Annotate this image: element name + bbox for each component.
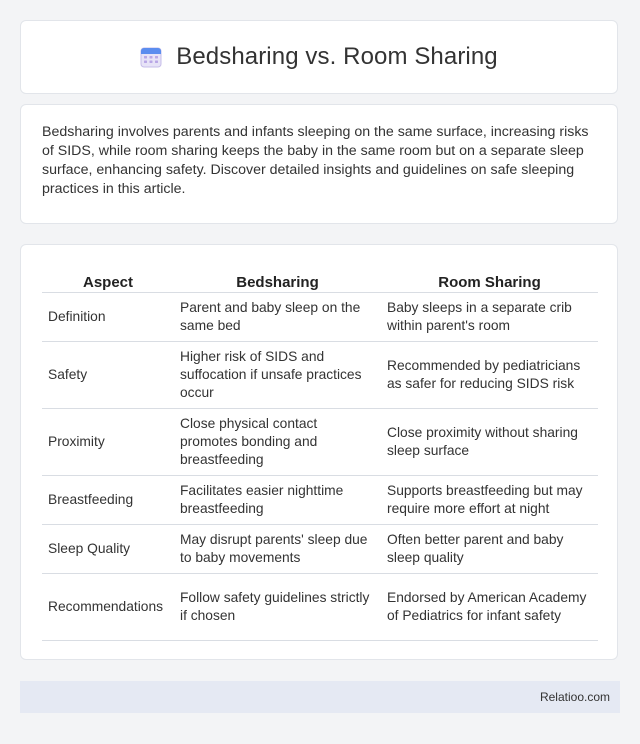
table-row [42, 409, 598, 476]
table-row [42, 293, 598, 342]
intro-card [20, 104, 618, 224]
cell-bedsharing: Facilitates easier nighttime breastfeeding [174, 476, 381, 525]
cell-room-sharing: Endorsed by American Academy of Pediatrics for infant safety [381, 574, 598, 641]
cell-room-sharing: Recommended by pediatricians as safer for reducing SIDS risk [381, 342, 598, 409]
cell-aspect: Sleep Quality [42, 525, 174, 574]
intro-text: Bedsharing involves parents and infants sleeping on the same surface, increasing risks of SIDS, while room sharing keeps the baby in the same room but on a separate sleep surface, enhancing safety. Discover detailed insights and guidelines on safe sleeping practices in this article. [42, 124, 589, 197]
cell-bedsharing: Higher risk of SIDS and suffocation if unsafe practices occur [174, 342, 381, 409]
table-header-row [42, 265, 598, 293]
header-room-sharing: Room Sharing [381, 265, 598, 293]
comparison-table [42, 265, 598, 641]
cell-aspect: Definition [42, 293, 174, 342]
table-row [42, 342, 598, 409]
cell-bedsharing: Close physical contact promotes bonding and breastfeeding [174, 409, 381, 476]
cell-bedsharing: Follow safety guidelines strictly if chosen [174, 574, 381, 641]
footer-brand: Relatioo.com [539, 690, 610, 704]
cell-aspect: Breastfeeding [42, 476, 174, 525]
cell-bedsharing: Parent and baby sleep on the same bed [174, 293, 381, 342]
cell-room-sharing: Close proximity without sharing sleep surface [381, 409, 598, 476]
cell-room-sharing: Often better parent and baby sleep quality [381, 525, 598, 574]
header-bedsharing: Bedsharing [174, 265, 381, 293]
cell-aspect: Proximity [42, 409, 174, 476]
cell-aspect: Safety [42, 342, 174, 409]
calendar-icon [140, 46, 162, 68]
table-row [42, 476, 598, 525]
cell-bedsharing: May disrupt parents' sleep due to baby movements [174, 525, 381, 574]
table-row [42, 525, 598, 574]
cell-aspect: Recommendations [42, 574, 174, 641]
title-card [20, 20, 618, 94]
cell-room-sharing: Supports breastfeeding but may require more effort at night [381, 476, 598, 525]
comparison-card [20, 244, 618, 660]
table-row [42, 574, 598, 641]
header-aspect: Aspect [42, 265, 174, 293]
page-title: Bedsharing vs. Room Sharing [176, 43, 498, 70]
footer [20, 681, 620, 713]
cell-room-sharing: Baby sleeps in a separate crib within parent's room [381, 293, 598, 342]
